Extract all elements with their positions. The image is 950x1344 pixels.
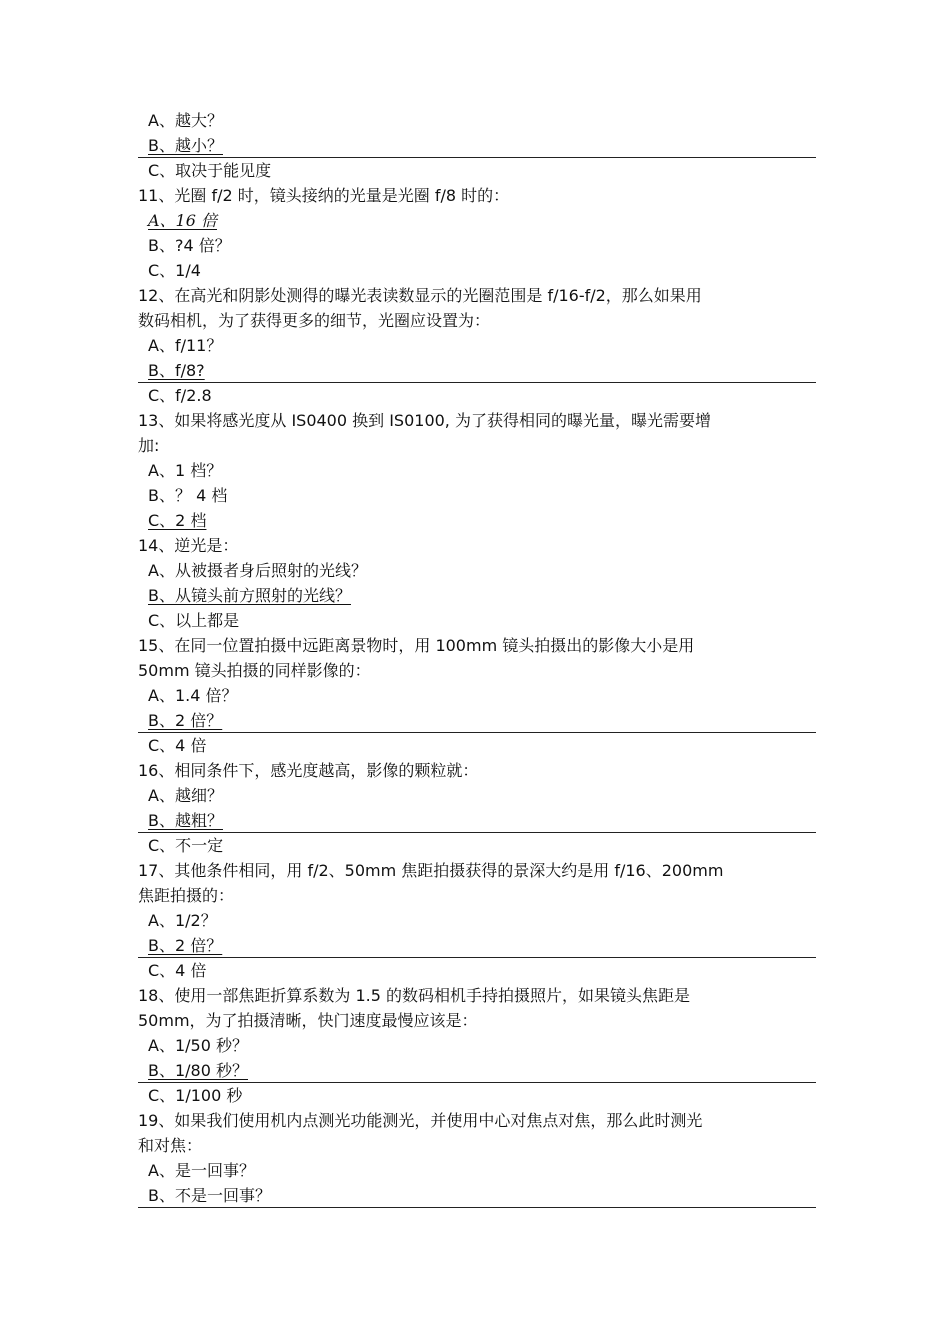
answer-option-line bbox=[138, 583, 816, 608]
option-line bbox=[138, 733, 816, 758]
line-text: 11、光圈 f/2 时，镜头接纳的光量是光圈 f/8 时的： bbox=[138, 186, 510, 205]
option-line bbox=[138, 908, 816, 933]
line-text: 加: bbox=[138, 436, 160, 455]
line-text: B、f/8? bbox=[148, 361, 205, 380]
line-text: B、1/80 秒？ bbox=[148, 1061, 248, 1080]
option-line bbox=[138, 333, 816, 358]
option-line bbox=[138, 108, 816, 133]
line-text: 19、如果我们使用机内点测光功能测光，并使用中心对焦点对焦，那么此时测光 bbox=[138, 1111, 703, 1130]
line-text: B、？ 4 档 bbox=[148, 486, 228, 505]
line-text: 和对焦： bbox=[138, 1136, 203, 1155]
question-line bbox=[138, 658, 816, 683]
question-line bbox=[138, 433, 816, 458]
line-text: A、从被摄者身后照射的光线？ bbox=[148, 561, 367, 580]
line-text: B、越粗？ bbox=[148, 811, 223, 830]
line-text: 14、逆光是： bbox=[138, 536, 239, 555]
option-line bbox=[138, 258, 816, 283]
line-text: B、越小？ bbox=[148, 136, 223, 155]
line-text: C、2 档 bbox=[148, 511, 207, 530]
line-text: A、越细？ bbox=[148, 786, 223, 805]
question-line bbox=[138, 1133, 816, 1158]
option-line bbox=[138, 383, 816, 408]
line-text: A、1.4 倍？ bbox=[148, 686, 238, 705]
option-line bbox=[138, 558, 816, 583]
line-text: 焦距拍摄的： bbox=[138, 886, 235, 905]
line-text: 15、在同一位置拍摄中远距离景物时，用 100mm 镜头拍摄出的影像大小是用 bbox=[138, 636, 695, 655]
option-line bbox=[138, 783, 816, 808]
option-line bbox=[138, 833, 816, 858]
option-line bbox=[138, 1183, 816, 1208]
answer-option-line bbox=[138, 358, 816, 383]
option-line bbox=[138, 1083, 816, 1108]
line-text: A、1/50 秒？ bbox=[148, 1036, 248, 1055]
question-line bbox=[138, 283, 816, 308]
option-line bbox=[138, 233, 816, 258]
option-line bbox=[138, 958, 816, 983]
line-text: A、1/2？ bbox=[148, 911, 217, 930]
line-text: A、越大？ bbox=[148, 111, 223, 130]
question-line bbox=[138, 858, 816, 883]
line-text: A、是一回事？ bbox=[148, 1161, 255, 1180]
question-line bbox=[138, 633, 816, 658]
line-text: 16、相同条件下，感光度越高，影像的颗粒就： bbox=[138, 761, 479, 780]
line-text: 18、使用一部焦距折算系数为 1.5 的数码相机手持拍摄照片，如果镜头焦距是 bbox=[138, 986, 690, 1005]
answer-option-line bbox=[138, 133, 816, 158]
question-line bbox=[138, 983, 816, 1008]
option-line bbox=[138, 608, 816, 633]
line-text: C、不一定 bbox=[148, 836, 224, 855]
line-text: A、f/11？ bbox=[148, 336, 223, 355]
answer-option-line bbox=[138, 208, 816, 233]
question-line bbox=[138, 183, 816, 208]
question-line bbox=[138, 1108, 816, 1133]
line-text: 13、如果将感光度从 IS0400 换到 IS0100, 为了获得相同的曝光量，曝光需要增 bbox=[138, 411, 711, 430]
option-line bbox=[138, 1158, 816, 1183]
answer-option-line bbox=[138, 1058, 816, 1083]
question-line bbox=[138, 408, 816, 433]
line-text: C、1/100 秒 bbox=[148, 1086, 243, 1105]
option-line bbox=[138, 483, 816, 508]
line-text: C、取决于能见度 bbox=[148, 161, 272, 180]
line-text: 50mm，为了拍摄清晰，快门速度最慢应该是： bbox=[138, 1011, 478, 1030]
question-list bbox=[138, 108, 816, 1208]
line-text: C、4 倍 bbox=[148, 961, 207, 980]
document-page bbox=[138, 108, 816, 1208]
line-text: 50mm 镜头拍摄的同样影像的： bbox=[138, 661, 371, 680]
line-text: A、1 档？ bbox=[148, 461, 223, 480]
line-text: C、以上都是 bbox=[148, 611, 240, 630]
option-line bbox=[138, 458, 816, 483]
line-text: C、4 倍 bbox=[148, 736, 207, 755]
question-line bbox=[138, 883, 816, 908]
line-text: 12、在高光和阴影处测得的曝光表读数显示的光圈范围是 f/16-f/2，那么如果用 bbox=[138, 286, 702, 305]
line-text: B、从镜头前方照射的光线？ bbox=[148, 586, 351, 605]
line-text: B、2 倍？ bbox=[148, 711, 223, 730]
question-line bbox=[138, 308, 816, 333]
option-line bbox=[138, 158, 816, 183]
line-text: A、16 倍 bbox=[148, 211, 218, 230]
line-text: C、f/2.8 bbox=[148, 386, 212, 405]
question-line bbox=[138, 533, 816, 558]
question-line bbox=[138, 1008, 816, 1033]
line-text: 数码相机，为了获得更多的细节，光圈应设置为： bbox=[138, 311, 491, 330]
option-line bbox=[138, 1033, 816, 1058]
answer-option-line bbox=[138, 708, 816, 733]
line-text: C、1/4 bbox=[148, 261, 201, 280]
line-text: B、2 倍？ bbox=[148, 936, 223, 955]
answer-option-line bbox=[138, 508, 816, 533]
line-text: B、?4 倍？ bbox=[148, 236, 231, 255]
line-text: B、不是一回事？ bbox=[148, 1186, 271, 1205]
answer-option-line bbox=[138, 933, 816, 958]
answer-option-line bbox=[138, 808, 816, 833]
line-text: 17、其他条件相同，用 f/2、50mm 焦距拍摄获得的景深大约是用 f/16、200mm bbox=[138, 861, 724, 880]
option-line bbox=[138, 683, 816, 708]
question-line bbox=[138, 758, 816, 783]
